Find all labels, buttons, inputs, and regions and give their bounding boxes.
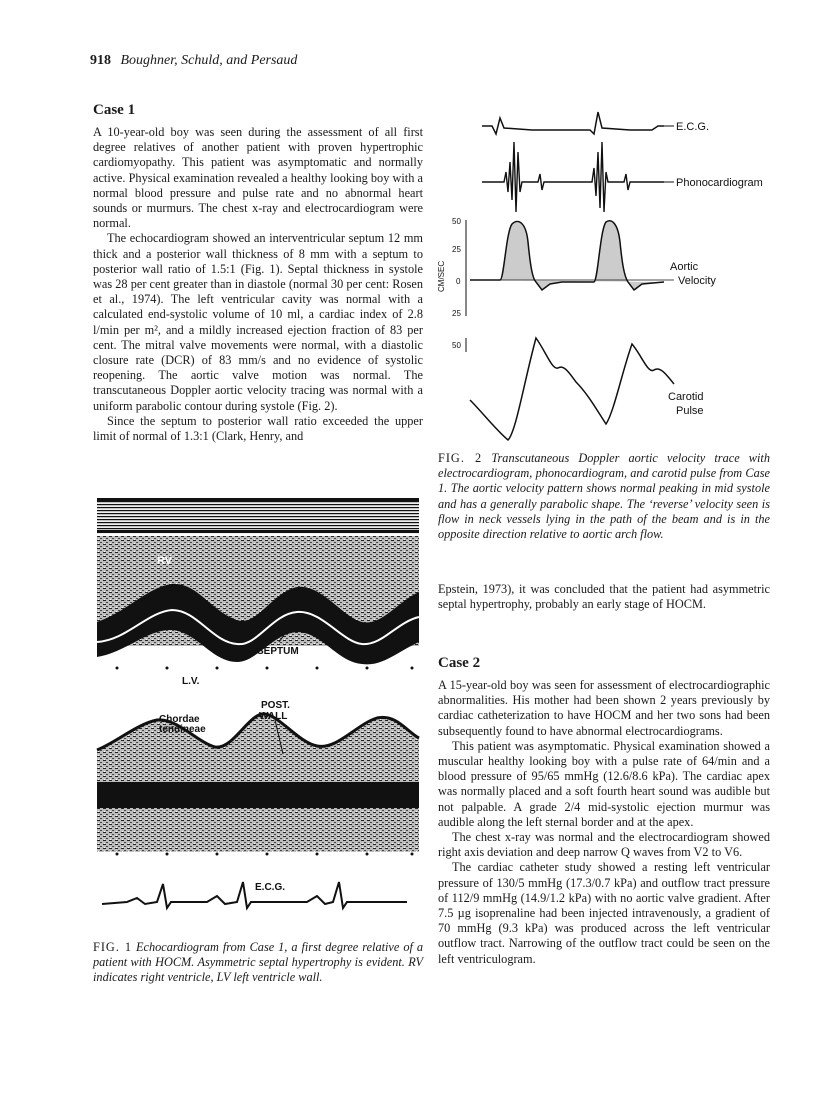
fig1-label-post-wall xyxy=(259,700,290,722)
case1-para1: A 10-year-old boy was seen during the assessment of all first degree relatives of another patient with proven hypertrophic cardiomyopathy. This patient was asymptomatic and normally active. Physical examination revealed a healthy looking boy with a normal blood pressure and pulse rate and no abnormal heart sounds or murmurs. The chest x-ray and electrocardiogram were normal. xyxy=(93,125,423,231)
case1-para2: The echocardiogram showed an interventricular septum 12 mm thick and a posterior wall thickness of 8 mm with a septum to posterior wall ratio of 1.5:1 (Fig. 1). Septal thickness in systole was 28 per cent greater than in diastole (normal 30 per cent: Rosen et al., 1974). The left ventricular cavity was normal with a calculated end-systolic volume of 10 ml, a cardiac index of 2.8 l/min per m², and a mildly increased ejection fraction of 83 per cent. The mitral valve movements were normal, with a diastolic closure rate (DCR) of 83 mm/s and no evidence of systolic reopening. The aortic valve motion was normal. The transcutaneous Doppler aortic velocity tracing was normal with a uniform parabolic contour during systole (Fig. 2). xyxy=(93,231,423,413)
fig1-label-lv: L.V. xyxy=(182,676,200,687)
page-number: 918 xyxy=(90,53,111,68)
case1-continuation xyxy=(438,582,770,612)
case2-para4: The cardiac catheter study showed a resting left ventricular pressure of 130/5 mmHg (17.3/0.7 kPa) and outflow tract pressure of 112/9 mmHg (14.9/1.2 kPa) with no aortic valve gradient. After 7.5 µg isoprenaline had been injected intravenously, a gradient of 70 mmHg (9.3 kPa) was produced across the left ventricular outflow tract. Narrowing of the outflow tract could be seen on the left ventriculogram. xyxy=(438,860,770,966)
case1-heading: Case 1 xyxy=(93,102,136,118)
fig2-tick-25a: 25 xyxy=(452,245,461,254)
fig2-label-aortic xyxy=(670,261,716,287)
fig2-caption-text: Transcutaneous Doppler aortic velocity trace with electrocardiogram, phonocardiogram, and carotid pulse from Case 1. The aortic velocity pattern shows normal peaking in mid systole and has a generally parabolic shape. The ‘reverse’ velocity seen is flow in neck vessels lying in the path of the beam and is in the opposite direction relative to aortic arch flow. xyxy=(438,451,770,542)
fig1-label-rv: RV xyxy=(157,555,173,567)
case2-para2: This patient was asymptomatic. Physical examination showed a muscular healthy looking boy with a pulse rate of 64/min and a blood pressure of 95/65 mmHg (12.6/8.6 kPa). The cardiac apex was normally placed and a soft fourth heart sound was audible but not palpable. A grade 2/4 mid-systolic ejection murmur was audible along the left sternal border and at the apex. xyxy=(438,738,770,829)
fig2-label-aortic-2: Velocity xyxy=(678,275,716,287)
fig2-axis-unit: CM/SEC xyxy=(437,260,446,292)
figure-1-echocardiogram xyxy=(97,492,419,928)
left-column xyxy=(93,102,423,444)
fig1-label-chordae-1: Chordae xyxy=(159,714,200,725)
case2-para1: A 15-year-old boy was seen for assessment of electrocardiographic abnormalities. His mother had been shown 2 years previously by cardiac catheterization to have HOCM and her two sons had been subsequently found to have abnormal electrocardiograms. xyxy=(438,678,770,738)
fig1-label-post-wall-1: POST. xyxy=(261,700,290,711)
header-authors: Boughner, Schuld, and Persaud xyxy=(120,53,298,68)
fig2-tick-50a: 50 xyxy=(452,217,461,226)
fig1-caption-label: FIG. 1 xyxy=(93,940,133,954)
case2-para3: The chest x-ray was normal and the electrocardiogram showed right axis deviation and deep narrow Q waves from V2 to V6. xyxy=(438,830,770,860)
fig2-label-ecg: E.C.G. xyxy=(676,121,710,133)
fig2-label-carotid-2: Pulse xyxy=(676,405,704,417)
fig1-label-chordae-2: tendineae xyxy=(159,724,206,735)
fig2-tick-25b: 25 xyxy=(452,309,461,318)
figure-2-caption xyxy=(438,451,770,542)
fig1-label-ecg: E.C.G. xyxy=(255,882,286,893)
fig2-caption-label: FIG. 2 xyxy=(438,451,483,465)
case1-para4: Epstein, 1973), it was concluded that the patient had asymmetric septal hypertrophy, probably an early stage of HOCM. xyxy=(438,582,770,612)
fig2-tick-0: 0 xyxy=(456,277,461,286)
case2-heading: Case 2 xyxy=(438,655,481,671)
running-header xyxy=(90,53,297,69)
doppler-traces xyxy=(437,112,770,452)
fig1-caption-text: Echocardiogram from Case 1, a first degree relative of a patient with HOCM. Asymmetric septal hypertrophy is evident. RV indicates right ventricle, LV left ventricle wall. xyxy=(93,940,423,985)
case1-para3: Since the septum to posterior wall ratio exceeded the upper limit of normal of 1.3:1 (Clark, Henry, and xyxy=(93,413,423,444)
fig1-label-chordae xyxy=(159,714,206,735)
echocardiogram-image xyxy=(97,492,419,928)
fig1-label-septum: SEPTUM xyxy=(257,646,299,657)
figure-2-doppler xyxy=(437,112,770,452)
fig2-label-carotid-1: Carotid xyxy=(668,391,704,403)
fig2-label-carotid xyxy=(668,391,704,417)
figure-1-caption xyxy=(93,940,423,986)
fig2-label-aortic-1: Aortic xyxy=(670,261,699,273)
fig2-label-phono: Phonocardiogram xyxy=(676,177,763,189)
case2-section xyxy=(438,655,770,967)
fig2-tick-50b: 50 xyxy=(452,341,461,350)
fig1-label-post-wall-2: WALL xyxy=(259,711,288,722)
